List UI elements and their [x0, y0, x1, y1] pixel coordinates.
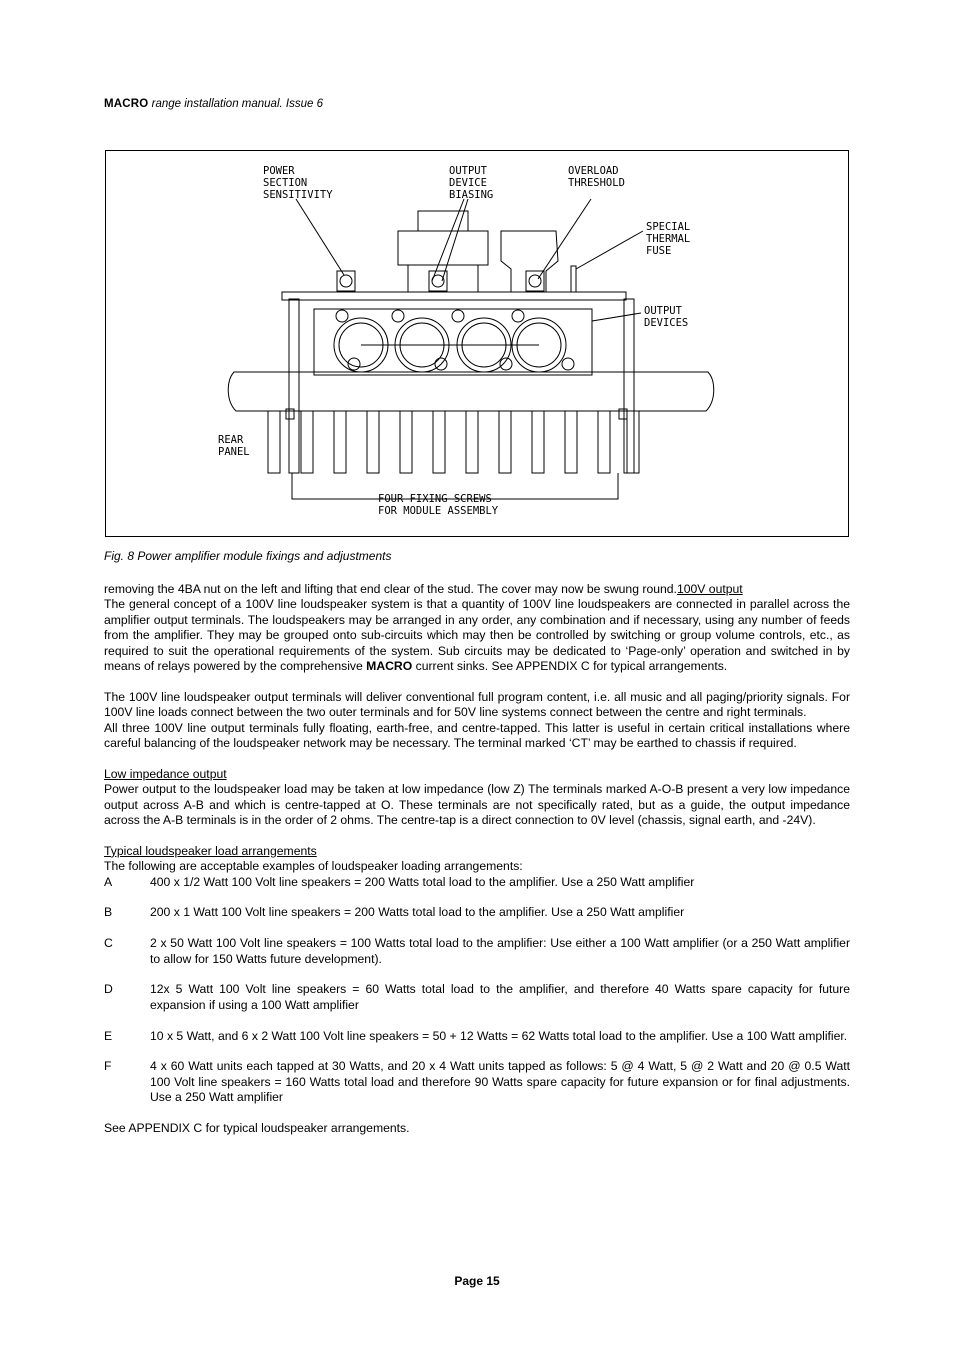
label-rear-panel-2: PANEL [218, 446, 250, 458]
general-concept-end: current sinks. See APPENDIX C for typical arrangements. [412, 659, 728, 674]
list-item [104, 1029, 850, 1044]
paragraph-examples-intro: The following are acceptable examples of loudspeaker loading arrangements: [104, 859, 523, 874]
list-item-text: 200 x 1 Watt 100 Volt line speakers = 200 Watts total load to the amplifier. Use a 250 Watt amplifier [150, 905, 685, 920]
intro-text: removing the 4BA nut on the left and lifting that end clear of the stud. The cover may now be swung round. [104, 582, 677, 596]
list-item-letter: A [104, 874, 113, 889]
list-item-text: 10 x 5 Watt, and 6 x 2 Watt 100 Volt line speakers = 50 + 12 Watts = 62 Watts total load to the amplifier. Use a 100 Watt amplifier. [150, 1028, 848, 1043]
list-item-text: 4 x 60 Watt units each tapped at 30 Watts, and 20 x 4 Watt units tapped as follows: 5 @ 4 Watt, 5 @ 2 Watt and 20 @ 0.5 Watt 100 Volt line speakers = 160 Watts total load and therefore 90 Watts spare capacity for future expansion or for final adjustments. Use a 250 Watt amplifier [150, 1059, 850, 1105]
list-item-text: 12x 5 Watt 100 Volt line speakers = 60 Watts total load to the amplifier, and therefore 40 Watts spare capacity for future expansion if using a 100 Watt amplifier [150, 982, 850, 1012]
list-item [104, 875, 850, 890]
list-item [104, 936, 850, 967]
label-fixing-screws-2: FOR MODULE ASSEMBLY [378, 505, 499, 517]
label-thermal-fuse-2: THERMAL [646, 233, 691, 245]
brand-name: MACRO [104, 98, 149, 110]
label-output-devices-2: DEVICES [644, 317, 689, 329]
label-output-devices: OUTPUT [644, 305, 682, 317]
paragraph-general-concept [104, 597, 850, 674]
label-thermal-fuse: SPECIAL [646, 221, 691, 233]
figure-caption: Fig. 8 Power amplifier module fixings and adjustments [104, 549, 392, 563]
label-overload-2: THRESHOLD [568, 177, 625, 189]
label-rear-panel: REAR [218, 434, 244, 446]
label-overload: OVERLOAD [568, 165, 619, 177]
list-item-letter: E [104, 1028, 113, 1043]
paragraph-program-content: The 100V line loudspeaker output terminals will deliver conventional full program content, i.e. all music and all paging/priority signals. For 100V line loads connect between the two outer terminals and for 50V line systems connect between the centre and right terminals. [104, 689, 850, 720]
label-output-device-3: BIASING [449, 189, 494, 201]
header-title: range installation manual. Issue 6 [148, 98, 323, 110]
label-output-device: OUTPUT [449, 165, 487, 177]
heading-low-impedance: Low impedance output [104, 766, 227, 781]
list-item-text: 2 x 50 Watt 100 Volt line speakers = 100 Watts total load to the amplifier: Use either a 100 Watt amplifier (or a 250 Watt amplifier to allow for 150 Watts future development). [150, 936, 850, 966]
label-power-section-3: SENSITIVITY [263, 189, 333, 201]
paragraph-intro [104, 582, 850, 597]
amplifier-module-drawing [106, 151, 850, 538]
list-item-text: 400 x 1/2 Watt 100 Volt line speakers = 200 Watts total load to the amplifier. Use a 250 Watt amplifier [150, 874, 695, 889]
label-fixing-screws: FOUR FIXING SCREWS [378, 493, 492, 505]
list-item-letter: B [104, 905, 113, 920]
document-header [104, 97, 323, 112]
brand-inline: MACRO [366, 659, 413, 674]
body-text [104, 582, 850, 1136]
heading-typical-arrangements: Typical loudspeaker load arrangements [104, 843, 317, 858]
list-item [104, 905, 850, 920]
label-power-section: POWER [263, 165, 295, 177]
paragraph-floating-terminals: All three 100V line output terminals fully floating, earth-free, and centre-tapped. This latter is useful in certain critical installations where careful balancing of the loudspeaker network may be necessary. The terminal marked ‘CT’ may be earthed to chassis if required. [104, 720, 850, 751]
label-thermal-fuse-3: FUSE [646, 245, 672, 257]
list-item-letter: D [104, 982, 113, 997]
paragraph-see-appendix: See APPENDIX C for typical loudspeaker arrangements. [104, 1121, 410, 1136]
list-item [104, 982, 850, 1013]
label-output-device-2: DEVICE [449, 177, 487, 189]
paragraph-low-impedance: Power output to the loudspeaker load may be taken at low impedance (low Z) The terminals marked A-O-B present a very low impedance output across A-B and which is centre-tapped at O. These terminals are not specifically rated, but as a guide, the output impedance across the A-B terminals is in the order of 2 ohms. The centre-tap is a direct connection to 0V level (chassis, signal earth, and -24V). [104, 782, 850, 828]
figure-8-diagram [105, 150, 849, 537]
list-item [104, 1059, 850, 1105]
heading-100v-output: 100V output [676, 582, 743, 596]
list-item-letter: C [104, 936, 113, 951]
label-power-section-2: SECTION [263, 177, 308, 189]
general-concept-text: The general concept of a 100V line loudspeaker system is that a quantity of 100V line loudspeakers are connected in parallel across the amplifier output terminals. The loudspeakers may be arranged in any order, any combination and if necessary, using any number of feeds from the amplifier. They may be grouped onto sub-circuits which may then be controlled by switching or group volume controls, etc., as required to suit the operational requirements of the system. Sub circuits may be dedicated to ‘Page-only’ operation and switched in by means of relays powered by the comprehensive [104, 597, 850, 674]
page-number: Page 15 [454, 1274, 500, 1288]
list-item-letter: F [104, 1059, 112, 1074]
